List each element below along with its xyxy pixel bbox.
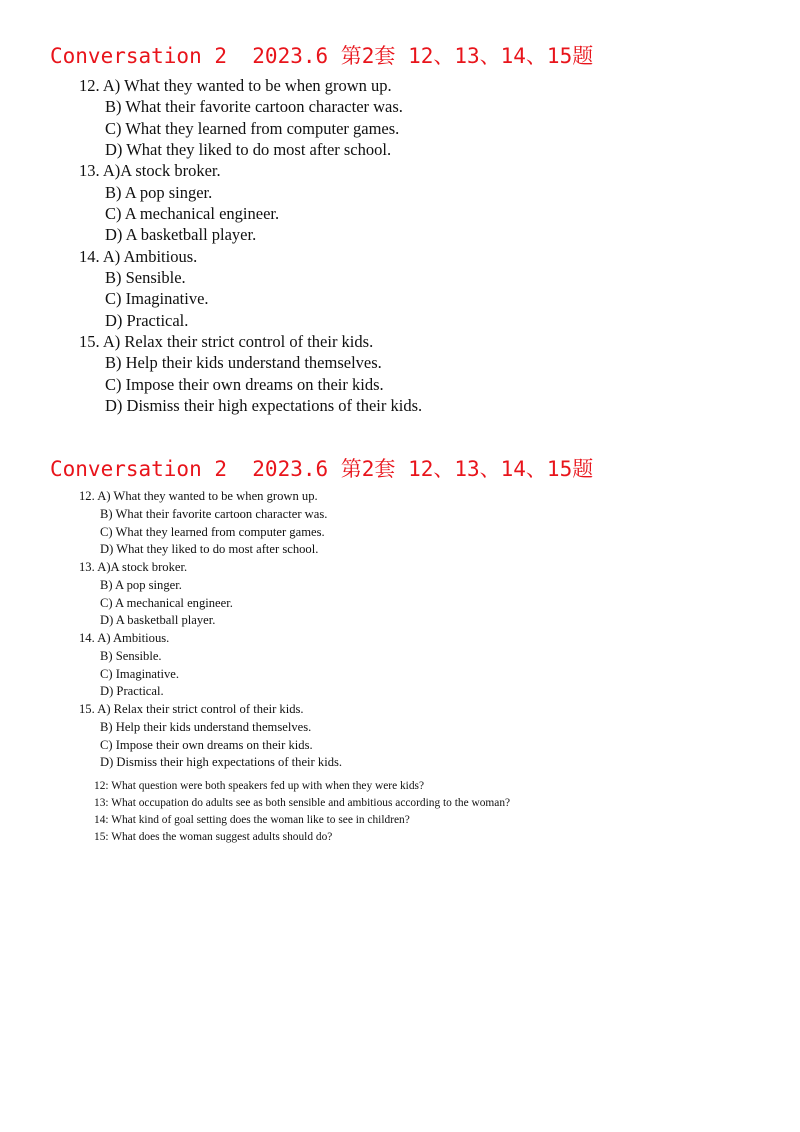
question-14-option-c: C) Imaginative. bbox=[105, 289, 209, 309]
question-13-option-d: D) A basketball player. bbox=[100, 613, 216, 628]
question-14-option-a bbox=[79, 630, 342, 648]
question-13-option-b: B) A pop singer. bbox=[105, 182, 213, 202]
question-13 bbox=[79, 160, 422, 245]
question-13-option-c: C) A mechanical engineer. bbox=[105, 203, 280, 223]
question-14-option-b: B) Sensible. bbox=[105, 267, 186, 287]
question-list-small bbox=[79, 488, 342, 772]
question-14 bbox=[79, 246, 422, 331]
option-text: A)A stock broker. bbox=[102, 161, 221, 181]
note-14: 14: What kind of goal setting does the woman like to see in children? bbox=[94, 814, 410, 826]
question-14 bbox=[79, 630, 342, 701]
question-15 bbox=[79, 701, 342, 772]
question-12-option-c: C) What they learned from computer games. bbox=[100, 524, 325, 539]
question-13 bbox=[79, 559, 342, 630]
question-15-option-b: B) Help their kids understand themselves. bbox=[105, 353, 382, 373]
option-text: A) Ambitious. bbox=[97, 631, 170, 645]
option-text: A)A stock broker. bbox=[97, 560, 188, 574]
question-number: 15. bbox=[79, 331, 100, 351]
option-text: A) Relax their strict control of their kids. bbox=[102, 331, 374, 351]
note-15: 15: What does the woman suggest adults should do? bbox=[94, 831, 333, 843]
question-12-option-a bbox=[79, 488, 342, 506]
option-text: A) What they wanted to be when grown up. bbox=[102, 76, 392, 95]
question-15 bbox=[79, 331, 422, 416]
question-12-option-b: B) What their favorite cartoon character was. bbox=[100, 506, 328, 521]
question-12 bbox=[79, 488, 342, 559]
question-15-option-a bbox=[79, 331, 422, 352]
question-14-option-d: D) Practical. bbox=[100, 684, 164, 699]
question-13-option-b: B) A pop singer. bbox=[100, 577, 182, 592]
question-number: 13. bbox=[79, 161, 100, 181]
question-15-option-c: C) Impose their own dreams on their kids. bbox=[100, 737, 313, 752]
note-13: 13: What occupation do adults see as both sensible and ambitious according to the woman? bbox=[94, 797, 511, 809]
question-12-option-d: D) What they liked to do most after school. bbox=[100, 542, 319, 557]
question-number: 14. bbox=[79, 246, 100, 266]
option-text: A) Relax their strict control of their kids. bbox=[97, 702, 304, 716]
option-text: A) Ambitious. bbox=[102, 246, 198, 266]
question-15-option-a bbox=[79, 701, 342, 719]
question-12-option-b: B) What their favorite cartoon character was. bbox=[105, 97, 403, 117]
question-number: 15. bbox=[79, 702, 95, 716]
question-15-option-b: B) Help their kids understand themselves. bbox=[100, 719, 312, 734]
question-15-option-d: D) Dismiss their high expectations of their kids. bbox=[105, 395, 423, 415]
option-text: A) What they wanted to be when grown up. bbox=[97, 489, 318, 503]
question-15-option-c: C) Impose their own dreams on their kids. bbox=[105, 374, 384, 394]
question-13-option-a bbox=[79, 160, 422, 181]
section-2-heading: Conversation 2 2023.6 第2套 12、13、14、15题 bbox=[50, 457, 594, 481]
question-15-option-d: D) Dismiss their high expectations of their kids. bbox=[100, 755, 343, 770]
question-13-option-c: C) A mechanical engineer. bbox=[100, 595, 233, 610]
question-14-option-b: B) Sensible. bbox=[100, 648, 162, 663]
question-13-option-a bbox=[79, 559, 342, 577]
question-number: 14. bbox=[79, 631, 95, 645]
question-14-option-c: C) Imaginative. bbox=[100, 666, 180, 681]
question-14-option-d: D) Practical. bbox=[105, 310, 189, 330]
question-number: 12. bbox=[79, 76, 100, 95]
question-12-option-d: D) What they liked to do most after school. bbox=[105, 139, 392, 159]
note-12: 12: What question were both speakers fed up with when they were kids? bbox=[94, 780, 425, 792]
question-list-large bbox=[79, 75, 422, 416]
question-number: 13. bbox=[79, 560, 95, 574]
question-13-option-d: D) A basketball player. bbox=[105, 225, 257, 245]
question-number: 12. bbox=[79, 489, 95, 503]
question-12-option-c: C) What they learned from computer games. bbox=[105, 118, 400, 138]
question-notes bbox=[94, 778, 510, 846]
question-12-option-a bbox=[79, 75, 422, 96]
question-14-option-a bbox=[79, 246, 422, 267]
section-1-heading: Conversation 2 2023.6 第2套 12、13、14、15题 bbox=[50, 44, 594, 68]
question-12 bbox=[79, 75, 422, 160]
